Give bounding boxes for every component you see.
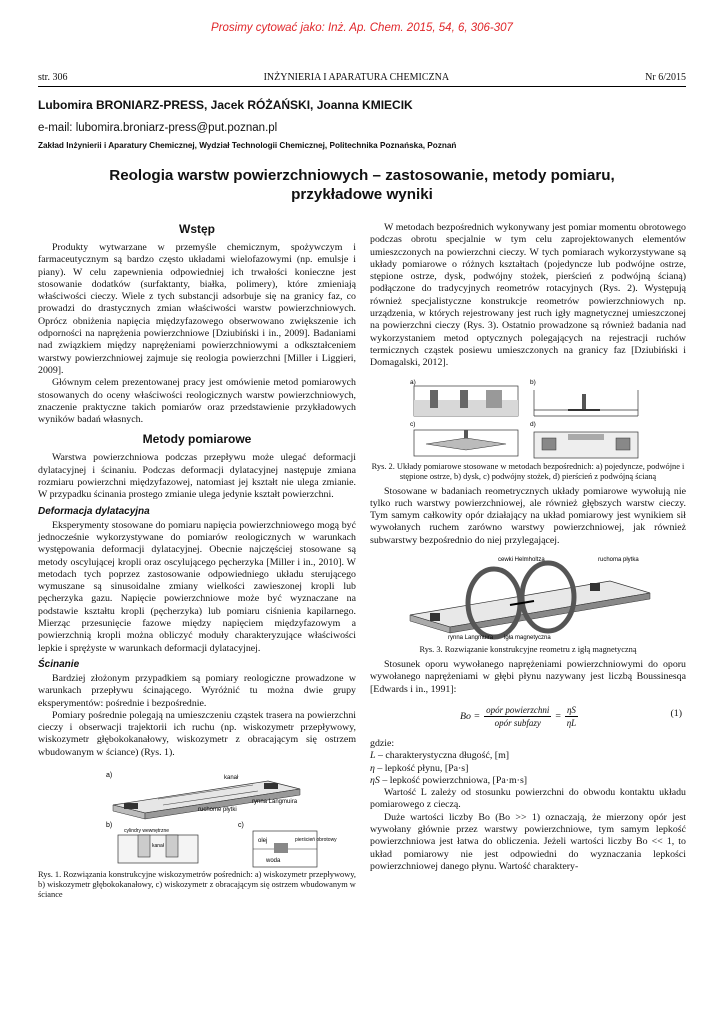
fig1-text-woda: woda xyxy=(266,857,281,864)
fig2-label-a: a) xyxy=(410,378,416,386)
figure-3 xyxy=(370,553,686,655)
paragraph: Pomiary pośrednie polegają na umieszczeniu cząstek trasera na powierzchni cieczy i obserwacji trajektorii ich ruchu (np. wiskozymetr przepływowy, wiskozymetr głębokokanałowy, wiskozymetr z obracającym się ostrzem wbudowanym w ściance) (Rys. 1). xyxy=(38,709,356,758)
fig1-text-kanal: kanał xyxy=(224,774,239,781)
figure-2-drawing xyxy=(370,376,686,462)
formula-fraction-1 xyxy=(484,704,551,730)
equation-1 xyxy=(370,702,686,732)
fig1-panel-b xyxy=(106,822,198,863)
formula-denominator: opór subfazy xyxy=(494,718,541,729)
figure-3-drawing xyxy=(370,553,686,645)
equation-number: (1) xyxy=(670,707,682,719)
fig1-text-plytki: ruchome płytki xyxy=(198,806,237,813)
formula-equals: = xyxy=(555,710,561,722)
paragraph: Bardziej złożonym przypadkiem są pomiary reologiczne prowadzone w warunkach przepływu ścinającego. Wyróżnić tu można dwie grupy eksperymentów: pośrednie i bezpośrednie. xyxy=(38,672,356,709)
figure-1-drawing xyxy=(38,765,356,870)
fig1-label-c: c) xyxy=(238,821,244,829)
fig1-text-kanal-b: kanał xyxy=(152,842,164,849)
authors: Lubomira BRONIARZ-PRESS, Jacek RÓŻAŃSKI, Joanna KMIECIK xyxy=(38,98,413,112)
fig3-text-rynna: rynna Langmuira xyxy=(448,635,494,642)
formula-rden: ηL xyxy=(566,718,577,729)
email: e-mail: lubomira.broniarz-press@put.poznan.pl xyxy=(38,122,278,134)
paragraph: Duże wartości liczby Bo (Bo >> 1) oznaczają, że mierzony opór jest wywołany głównie przez warstwy powierzchniowe, tym samym lepkość powierzchniowa jest łatwa do obliczenia. Jeżeli wartości liczby Bo << 1, to układ pomiarowy nie jest odpowiedni do wyznaczania lepkości powierzchniowej danego płynu. Wartość charaktery- xyxy=(370,811,686,872)
figure-2 xyxy=(370,376,686,482)
formula-fraction-2 xyxy=(565,704,578,730)
paragraph: Eksperymenty stosowane do pomiaru napięcia powierzchniowego mogą być jednocześnie wykorzystywane do pomiarów reologicznych w warunkach występowania deformacji dylatacyjnej. Obecnie najczęściej stosowane są metody oscylującej kropli oraz oscylującego pęcherzyka [Miller i in., 2010]. W metodach tych poprzez zastosowanie odpowiedniego układu sterującego wymuszane są sinusoidalne zmiany wielkości zawieszonej kropli lub pęcherzyka gazu. Napięcie powierzchniowe może być wyznaczane na podstawie kształtu kropli (pęcherzyka) lub pomiaru ciśnienia kapilarnego. Mierząc przesunięcie fazowe między napięciem międzyfazowym a powierzchnią kropli można obliczyć moduły charakteryzujące właściwości lepkie i sprężyste w warunkach deformacji dylatacyjnej. xyxy=(38,519,356,654)
paragraph: W metodach bezpośrednich wykonywany jest pomiar momentu obrotowego podczas obrotu specjalnie w tym celu zaprojektowanych elementów umieszczonych na powierzchni cieczy. W tych pomiarach wykorzystywane są układy pomiarowe o różnych kształtach (pojedyncze lub podwójne ostrze, stępione ostrze, dysk, podwójny stożek, pierścień z podwójną ścianą) podłączone do tradycyjnych reometrów rotacyjnych (Rys. 2). Występują również specjalistyczne konstrukcje reometrów powierzchniowych np. urządzenia, w których rejestrowany jest ruch igły magnetycznej umieszczonej na powierzchni cieczy (Rys. 3). Ostatnio prowadzone są również badania nad wykorzystaniem metod optycznych polegających na rejestracji ruchów termicznych cząstek posiewu umieszczonych na granicy faz [Dziubiński i Domagalski, 2012]. xyxy=(370,222,686,369)
subsection-heading-shear: Ścinanie xyxy=(38,658,80,670)
running-header xyxy=(38,72,686,83)
formula-rnum: ηS xyxy=(565,704,578,717)
subsection-heading-dilatation: Deformacja dylatacyjna xyxy=(38,505,150,517)
affiliation: Zakład Inżynierii i Aparatury Chemicznej, Wydział Technologii Chemicznej, Politechnika Poznańska, Poznań xyxy=(38,141,457,150)
fig2-panel-a xyxy=(414,386,518,416)
fig1-text-langmuir: rynna Langmuira xyxy=(252,798,298,805)
definition-row: ηS – lepkość powierzchniowa, [Pa·m·s] xyxy=(370,774,528,786)
figure-2-caption: Rys. 2. Układy pomiarowe stosowane w metodach bezpośrednich: a) pojedyncze, podwójne i stępione ostrze, b) dysk, c) podwójny stożek, d) pierścień z podwójną ścianą xyxy=(371,461,685,481)
figure-3-caption: Rys. 3. Rozwiązanie konstrukcyjne reometru z igłą magnetyczną xyxy=(419,645,637,655)
formula-lhs: Bo = xyxy=(460,710,481,722)
fig3-text-igla: igła magnetyczna xyxy=(504,635,551,642)
fig2-label-d: d) xyxy=(530,420,536,428)
fig1-panel-c xyxy=(238,822,337,867)
section-heading-methods: Metody pomiarowe xyxy=(142,432,252,447)
paper-title xyxy=(38,166,686,204)
fig2-panel-b xyxy=(534,390,638,416)
fig1-text-cylinder: cylindry wewnętrzne xyxy=(124,827,170,834)
fig1-panel-a xyxy=(106,772,300,819)
left-column xyxy=(38,222,356,904)
right-column xyxy=(370,222,686,873)
figure-1 xyxy=(38,765,356,900)
paragraph: Produkty wytwarzane w przemyśle chemicznym, spożywczym i farmaceutycznym są bardzo często układami wielofazowymi (np. emulsje i piany). W celu zapewnienia odpowiedniej ich trwałości konieczne jest stosowanie dodatków (surfaktanty, białka, polimery), które zmieniają właściwości cieczy. Wiele z tych substancji adsorbuje się na granicy faz, co prowadzi do drastycznych zmian właściwości warstw powierzchniowych. Oprócz obniżenia napięcia międzyfazowego obserwowano zwiększenie ich odporności na naprężenia powierzchniowe [Dziubiński i in., 2009]. Badaniami nad związkiem między naprężeniami powierzchniowymi a odkształceniem warstwy powierzchniowej zajmuje się reologia powierzchni [Miller i Liggieri, 2009]. xyxy=(38,242,356,376)
fig2-panel-d xyxy=(534,432,638,458)
paragraph: Stosunek oporu wywołanego naprężeniami powierzchniowymi do oporu wywołanego naprężeniami w głębi płynu nazywany jest liczbą Boussinesqa [Edwards i in., 1991]: xyxy=(370,659,686,695)
paragraph: Warstwa powierzchniowa podczas przepływu może ulegać deformacji dylatacyjnej i ścinaniu. Podczas deformacji dylatacyjnej następuje zmiana rozmiaru powierzchni międzyfazowej, natomiast jej kształt nie ulega zmianie. W przypadku ścinania prostego zmianie ulega jedynie kształt powierzchni. xyxy=(38,452,356,501)
formula-numerator: opór powierzchni xyxy=(484,704,551,717)
title-line-1: Reologia warstw powierzchniowych – zastosowanie, metody pomiaru, xyxy=(109,167,615,184)
title-line-2: przykładowe wyniki xyxy=(291,186,433,203)
section-heading-intro: Wstęp xyxy=(179,222,215,236)
fig3-text-plytka: ruchoma płytka xyxy=(598,557,639,564)
page-number: str. 306 xyxy=(38,72,68,83)
definition-row: η – lepkość płynu, [Pa·s] xyxy=(370,762,469,774)
issue-number: Nr 6/2015 xyxy=(645,72,686,83)
fig1-text-olej: olej xyxy=(258,837,268,844)
journal-name: INŻYNIERIA I APARATURA CHEMICZNA xyxy=(263,72,450,83)
where-label: gdzie: xyxy=(370,737,395,749)
fig1-label-b: b) xyxy=(106,821,113,829)
fig1-label-a: a) xyxy=(106,771,113,779)
header-rule xyxy=(38,86,686,87)
fig3-text-cewki: cewki Helmholtza xyxy=(498,557,545,564)
definition-row: L – charakterystyczna długość, [m] xyxy=(370,750,510,762)
paragraph: Głównym celem prezentowanej pracy jest omówienie metod pomiarowych stosowanych do oceny właściwości reologicznych warstw powierzchniowych, znaczenie praktyczne takich pomiarów oraz przedstawienie przykładowych wyników badań własnych. xyxy=(38,377,356,426)
paragraph: Stosowane w badaniach reometrycznych układy pomiarowe wywołują nie tylko ruch warstwy powierzchniowej, ale również głębszych warstw cieczy. Tym samym całkowity opór działający na układ pomiarowy jest wynikiem sił wywołanych ruchem zarówno warstwy powierzchniowej, jak również subwarstwy bezpośrednio do niej przylegającej. xyxy=(370,485,686,546)
fig1-text-pierscien: pierścień obrotowy xyxy=(295,836,337,843)
citation-note: Prosimy cytować jako: Inż. Ap. Chem. 2015, 54, 6, 306-307 xyxy=(211,22,513,34)
fig2-label-b: b) xyxy=(530,378,536,386)
symbol-definitions xyxy=(370,750,686,787)
fig2-label-c: c) xyxy=(410,420,416,428)
fig2-panel-c xyxy=(414,430,518,456)
figure-1-caption: Rys. 1. Rozwiązania konstrukcyjne wiskozymetrów pośrednich: a) wiskozymetr przepływowy, b) wiskozymetr głębokokanałowy, c) wiskozymetr z obracającym się ostrzem wbudowanym w ściance xyxy=(38,869,356,899)
paragraph: Wartość L zależy od stosunku powierzchni do obwodu kontaktu układu pomiarowego z cieczą. xyxy=(370,787,686,811)
